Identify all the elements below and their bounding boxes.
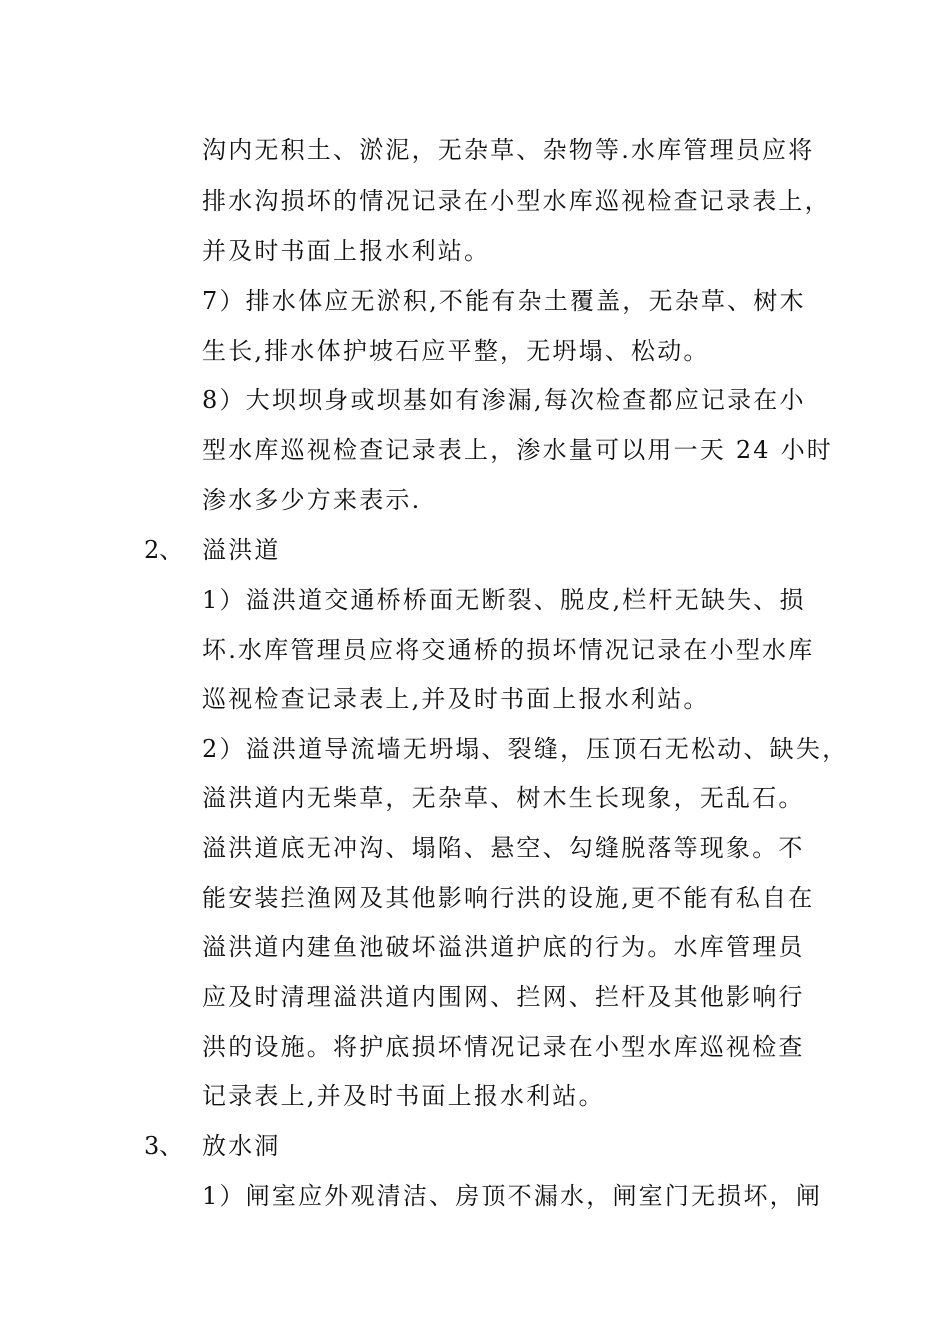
body-text-line: 能安装拦渔网及其他影响行洪的设施,更不能有私自在: [202, 884, 815, 912]
section-number: 3、: [144, 1132, 184, 1160]
body-text-line: 应及时清理溢洪道内围网、拦网、拦杆及其他影响行: [202, 983, 805, 1011]
body-text-line: 溢洪道内建鱼池破坏溢洪道护底的行为。水库管理员: [202, 933, 805, 961]
body-text-line: 洪的设施。将护底损坏情况记录在小型水库巡视检查: [202, 1033, 805, 1061]
body-text-line: 沟内无积土、淤泥，无杂草、杂物等.水库管理员应将: [202, 136, 815, 164]
body-text-line: 生长,排水体护坡石应平整，无坍塌、松动。: [202, 337, 710, 365]
body-text-line: 2）溢洪道导流墙无坍塌、裂缝，压顶石无松动、缺失，: [202, 735, 849, 763]
body-text-line: 溢洪道底无冲沟、塌陷、悬空、勾缝脱落等现象。不: [202, 834, 805, 862]
body-text-line: 渗水多少方来表示.: [202, 486, 422, 514]
body-text-line: 坏.水库管理员应将交通桥的损坏情况记录在小型水库: [202, 636, 815, 664]
section-number: 2、: [144, 536, 184, 564]
body-text-line: 7）排水体应无淤积,不能有杂土覆盖，无杂草、树木: [202, 287, 806, 315]
body-text-line: 1）闸室应外观清洁、房顶不漏水，闸室门无损坏，闸: [202, 1182, 823, 1210]
body-text-line: 巡视检查记录表上,并及时书面上报水利站。: [202, 685, 710, 713]
body-text-line: 8）大坝坝身或坝基如有渗漏,每次检查都应记录在小: [202, 386, 806, 414]
body-text-line: 排水沟损坏的情况记录在小型水库巡视检查记录表上，: [202, 187, 831, 215]
body-text-line: 溢洪道内无柴草，无杂草、树木生长现象，无乱石。: [202, 784, 805, 812]
body-text-line: 1）溢洪道交通桥桥面无断裂、脱皮,栏杆无缺失、损: [202, 586, 806, 614]
section-title: 溢洪道: [202, 536, 281, 564]
body-text-line: 记录表上,并及时书面上报水利站。: [202, 1082, 605, 1110]
section-title: 放水洞: [202, 1132, 281, 1160]
body-text-line: 并及时书面上报水利站。: [202, 237, 491, 265]
body-text-line: 型水库巡视检查记录表上，渗水量可以用一天 24 小时: [202, 436, 833, 464]
